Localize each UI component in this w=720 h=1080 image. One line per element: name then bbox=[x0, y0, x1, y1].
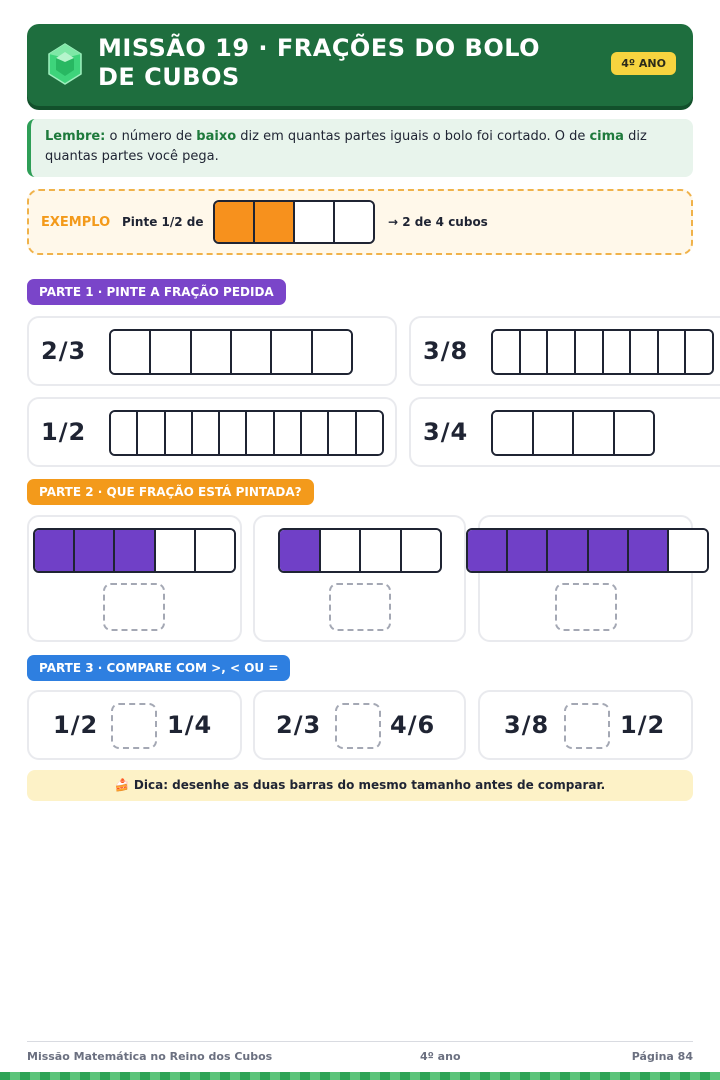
reminder-word-top: cima bbox=[589, 129, 624, 144]
bottom-stripe bbox=[0, 1072, 720, 1080]
empty-cube[interactable] bbox=[521, 331, 549, 373]
part1-card bbox=[27, 316, 397, 386]
reminder-word-low: baixo bbox=[196, 129, 237, 144]
part1-label: PARTE 1 · PINTE A FRAÇÃO PEDIDA bbox=[27, 279, 286, 305]
shaded-cube bbox=[280, 530, 321, 571]
example-box bbox=[27, 189, 693, 255]
empty-cube[interactable] bbox=[302, 412, 329, 454]
reminder-lead: Lembre: bbox=[45, 129, 106, 144]
empty-cube[interactable] bbox=[534, 412, 575, 454]
part1-card bbox=[409, 397, 720, 467]
empty-cube[interactable] bbox=[166, 412, 193, 454]
answer-box[interactable] bbox=[103, 583, 165, 631]
footer-center: 4º ano bbox=[420, 1050, 461, 1063]
example-prompt: Pinte 1/2 de bbox=[122, 215, 204, 229]
empty-cube bbox=[402, 530, 441, 571]
part1-bar[interactable] bbox=[109, 329, 353, 375]
part1-fraction: 3/4 bbox=[423, 418, 469, 446]
reminder-text-2: diz em quantas partes iguais o bolo foi cortado. O de bbox=[236, 129, 590, 144]
compare-right: 4/6 bbox=[390, 711, 436, 739]
part2-bar bbox=[466, 528, 709, 573]
part3-label: PARTE 3 · COMPARE COM >, < OU = bbox=[27, 655, 290, 681]
empty-cube[interactable] bbox=[548, 331, 576, 373]
compare-right: 1/2 bbox=[620, 711, 666, 739]
part1-card bbox=[27, 397, 397, 467]
empty-cube[interactable] bbox=[111, 412, 138, 454]
empty-cube bbox=[321, 530, 362, 571]
shaded-cube bbox=[629, 530, 669, 571]
part2-bar bbox=[278, 528, 442, 573]
part2-label: PARTE 2 · QUE FRAÇÃO ESTÁ PINTADA? bbox=[27, 479, 314, 505]
reminder-text-3: diz quantas partes você pega. bbox=[45, 129, 647, 164]
tip-text: Dica: desenhe as duas barras do mesmo tamanho antes de comparar. bbox=[133, 778, 606, 792]
shaded-cube bbox=[115, 530, 155, 571]
part1-fraction: 3/8 bbox=[423, 337, 469, 365]
cake-icon: 🍰 bbox=[114, 778, 130, 792]
shaded-cube bbox=[255, 202, 295, 242]
part2-card bbox=[478, 515, 693, 642]
tip-box bbox=[27, 770, 693, 801]
shaded-cube bbox=[468, 530, 508, 571]
empty-cube[interactable] bbox=[138, 412, 165, 454]
part1-bar[interactable] bbox=[109, 410, 384, 456]
answer-box[interactable] bbox=[329, 583, 391, 631]
part2-bar bbox=[33, 528, 236, 573]
empty-cube bbox=[361, 530, 402, 571]
example-result: → 2 de 4 cubos bbox=[388, 215, 488, 229]
shaded-cube bbox=[75, 530, 115, 571]
empty-cube[interactable] bbox=[111, 331, 151, 373]
empty-cube[interactable] bbox=[686, 331, 712, 373]
empty-cube[interactable] bbox=[313, 331, 351, 373]
empty-cube[interactable] bbox=[151, 331, 191, 373]
empty-cube[interactable] bbox=[232, 331, 272, 373]
empty-cube[interactable] bbox=[192, 331, 232, 373]
compare-card bbox=[27, 690, 242, 760]
part2-card bbox=[27, 515, 242, 642]
compare-answer-box[interactable] bbox=[111, 703, 157, 749]
compare-answer-box[interactable] bbox=[564, 703, 610, 749]
empty-cube[interactable] bbox=[493, 412, 534, 454]
empty-cube[interactable] bbox=[574, 412, 615, 454]
compare-right: 1/4 bbox=[167, 711, 213, 739]
empty-cube[interactable] bbox=[576, 331, 604, 373]
empty-cube[interactable] bbox=[247, 412, 274, 454]
part1-bar[interactable] bbox=[491, 329, 714, 375]
empty-cube bbox=[295, 202, 335, 242]
footer-right: Página 84 bbox=[631, 1050, 693, 1063]
reminder-box bbox=[27, 119, 693, 177]
empty-cube[interactable] bbox=[357, 412, 382, 454]
part1-bar[interactable] bbox=[491, 410, 655, 456]
compare-card bbox=[478, 690, 693, 760]
compare-left: 3/8 bbox=[504, 711, 550, 739]
part1-fraction: 1/2 bbox=[41, 418, 87, 446]
footer-divider bbox=[27, 1041, 693, 1042]
shaded-cube bbox=[215, 202, 255, 242]
empty-cube[interactable] bbox=[193, 412, 220, 454]
empty-cube[interactable] bbox=[615, 412, 654, 454]
shaded-cube bbox=[35, 530, 75, 571]
empty-cube[interactable] bbox=[604, 331, 632, 373]
example-tag: EXEMPLO bbox=[41, 215, 111, 230]
empty-cube bbox=[335, 202, 373, 242]
empty-cube bbox=[156, 530, 196, 571]
answer-box[interactable] bbox=[555, 583, 617, 631]
mission-header bbox=[27, 24, 693, 106]
part2-card bbox=[253, 515, 466, 642]
compare-left: 2/3 bbox=[276, 711, 322, 739]
empty-cube[interactable] bbox=[329, 412, 356, 454]
shaded-cube bbox=[508, 530, 548, 571]
footer-left: Missão Matemática no Reino dos Cubos bbox=[27, 1050, 273, 1063]
empty-cube[interactable] bbox=[631, 331, 659, 373]
shaded-cube bbox=[548, 530, 588, 571]
part1-fraction: 2/3 bbox=[41, 337, 87, 365]
compare-left: 1/2 bbox=[53, 711, 99, 739]
compare-answer-box[interactable] bbox=[335, 703, 381, 749]
shaded-cube bbox=[589, 530, 629, 571]
empty-cube[interactable] bbox=[272, 331, 312, 373]
empty-cube bbox=[669, 530, 707, 571]
empty-cube bbox=[196, 530, 234, 571]
example-bar bbox=[213, 200, 375, 244]
empty-cube[interactable] bbox=[275, 412, 302, 454]
reminder-text-1: o número de bbox=[105, 129, 197, 144]
grade-badge: 4º ANO bbox=[611, 52, 676, 75]
emerald-gem-icon bbox=[47, 43, 83, 85]
empty-cube[interactable] bbox=[220, 412, 247, 454]
empty-cube[interactable] bbox=[659, 331, 687, 373]
part1-card bbox=[409, 316, 720, 386]
empty-cube[interactable] bbox=[493, 331, 521, 373]
compare-card bbox=[253, 690, 466, 760]
page-title: MISSÃO 19 · FRAÇÕES DO BOLO DE CUBOS bbox=[98, 34, 541, 91]
